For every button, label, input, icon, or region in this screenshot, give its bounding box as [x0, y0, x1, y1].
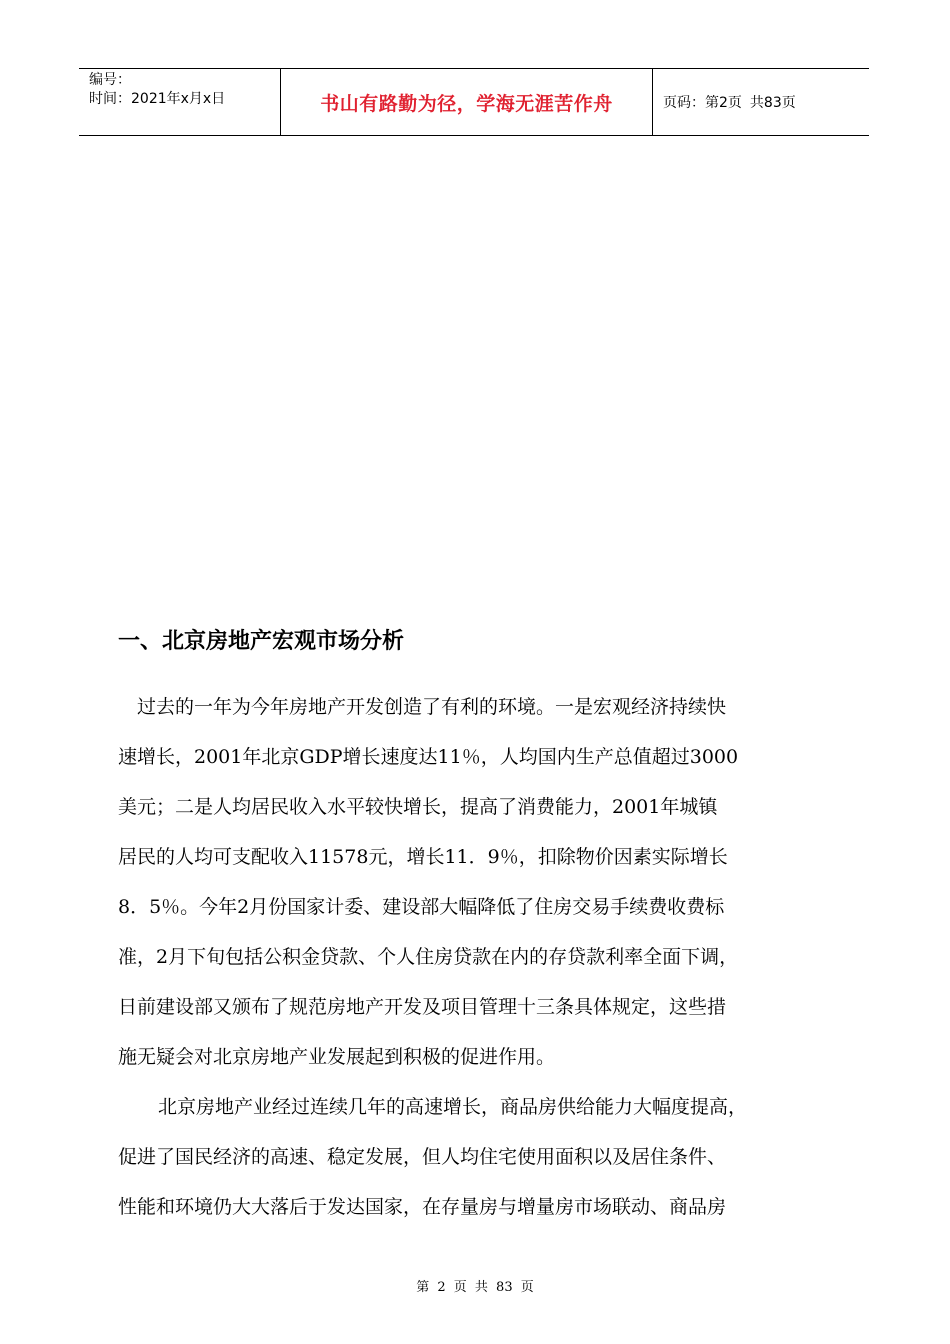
header-motto: 书山有路勤为径，学海无涯苦作舟	[281, 69, 653, 135]
section-title: 一、北京房地产宏观市场分析	[118, 629, 405, 654]
paragraph-1-line-1: 过去的一年为今年房地产开发创造了有利的环境。一是宏观经济持续快	[137, 696, 727, 718]
paragraph-1-line-7: 日前建设部又颁布了规范房地产开发及项目管理十三条具体规定，这些措	[118, 996, 727, 1018]
paragraph-2-line-3: 性能和环境仍大大落后于发达国家，在存量房与增量房市场联动、商品房	[118, 1196, 727, 1218]
header-page-total: 共83页	[749, 95, 796, 111]
paragraph-1-line-3: 美元；二是人均居民收入水平较快增长，提高了消费能力，2001年城镇	[118, 796, 718, 818]
header-page-info	[653, 69, 869, 135]
page-header	[79, 68, 869, 136]
paragraph-2-line-1: 北京房地产业经过连续几年的高速增长，商品房供给能力大幅度提高，	[158, 1096, 748, 1118]
paragraph-1-line-2: 速增长，2001年北京GDP增长速度达11％，人均国内生产总值超过3000	[118, 746, 739, 768]
paragraph-1-line-8: 施无疑会对北京房地产业发展起到积极的促进作用。	[118, 1046, 556, 1068]
paragraph-2-line-2: 促进了国民经济的高速、稳定发展，但人均住宅使用面积以及居住条件、	[118, 1146, 727, 1168]
paragraph-1-line-4: 居民的人均可支配收入11578元，增长11．9％，扣除物价因素实际增长	[118, 846, 728, 868]
paragraph-1-line-6: 准，2月下旬包括公积金贷款、个人住房贷款在内的存贷款利率全面下调，	[118, 946, 739, 968]
header-page-number: 页码：第2页	[663, 95, 742, 111]
header-meta	[79, 69, 281, 135]
document-number-label: 编号：	[89, 72, 131, 88]
page-footer: 第 2 页 共 83 页	[416, 1280, 534, 1295]
paragraph-1-line-5: 8．5％。今年2月份国家计委、建设部大幅降低了住房交易手续费收费标	[118, 896, 725, 918]
document-date-label: 时间：2021年x月x日	[89, 91, 226, 107]
